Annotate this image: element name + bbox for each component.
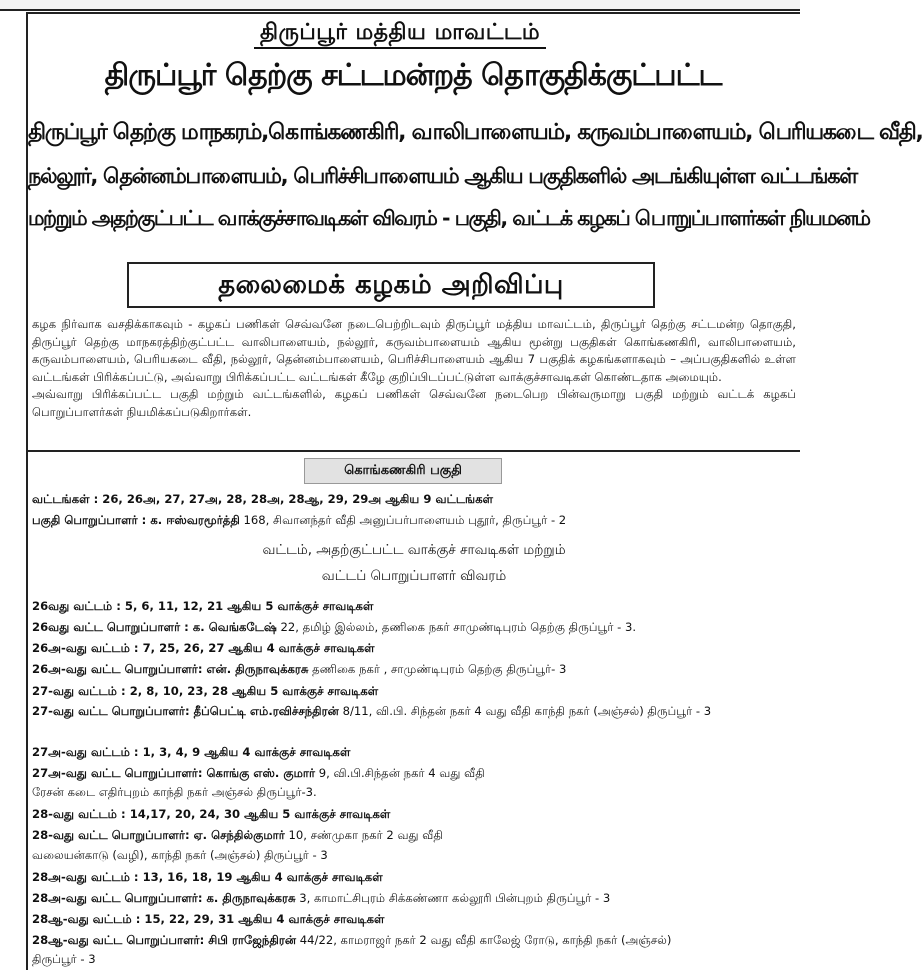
announcement-title: தலைமைக் கழகம் அறிவிப்பு [218, 270, 564, 300]
section-label-text: கொங்கணகிரி பகுதி [344, 463, 462, 478]
previous-article-edge [0, 0, 800, 11]
ward-booths [32, 805, 796, 823]
ward-incharge-address: தணிகை நகர் , சாமுண்டிபுரம் தெற்கு திருப்பூர்- 3 [308, 662, 567, 676]
ward-incharge [32, 764, 796, 782]
ward-incharge-name: 26வது வட்ட பொறுப்பாளர் : க. வெங்கடேஷ் [32, 620, 277, 634]
ward-incharge-address: 44/22, காமராஜர் நகர் 2 வது வீதி காலேஜ் ரோடு, காந்தி நகர் (அஞ்சல்) [296, 933, 672, 947]
ward-incharge [32, 889, 796, 907]
intro-paragraph-2: அவ்வாறு பிரிக்கப்பட்ட பகுதி மற்றும் வட்டங்களில், கழகப் பணிகள் செவ்வனே நடைபெற பின்வருமாறு பகுதி மற்றும் வட்டக் கழகப் பொறுப்பாளர்கள் நியமிக்கப்படுகிறார்கள். [32, 387, 796, 419]
subheading-2: வட்டப் பொறுப்பாளர் விவரம் [321, 568, 507, 584]
district-heading [0, 20, 800, 48]
ward-incharge [32, 931, 796, 949]
ward-booths-text: 26வது வட்டம் : 5, 6, 11, 12, 21 ஆகிய 5 வாக்குச் சாவடிகள் [32, 599, 374, 613]
ward-booths-text: 26அ-வது வட்டம் : 7, 25, 26, 27 ஆகிய 4 வாக்குச் சாவடிகள் [32, 641, 375, 655]
ward-booths [32, 868, 796, 886]
ward-incharge-name: 28-வது வட்ட பொறுப்பாளர்: ஏ. செந்தில்குமார் [32, 828, 285, 842]
ward-incharge-address: 3, காமாட்சிபுரம் சிக்கண்ணா கல்லூரி பின்புறம் திருப்பூர் - 3 [295, 891, 611, 905]
title-line-3: நல்லூர், தென்னம்பாளையம், பெரிச்சிபாளையம் ஆகிய பகுதிகளில் அடங்கியுள்ள வட்டங்கள் [28, 164, 857, 188]
ward-incharge-address-2: திருப்பூர் - 3 [32, 952, 96, 966]
wards-list-text: வட்டங்கள் : 26, 26அ, 27, 27அ, 28, 28அ, 28ஆ, 29, 29அ ஆகிய 9 வட்டங்கள் [32, 492, 494, 506]
ward-booths-text: 28அ-வது வட்டம் : 13, 16, 18, 19 ஆகிய 4 வாக்குச் சாவடிகள் [32, 870, 383, 884]
section-divider [28, 450, 800, 452]
ward-booths [32, 639, 796, 657]
section-incharge-name: பகுதி பொறுப்பாளர் : க. ஈஸ்வரமூர்த்தி [32, 513, 240, 527]
constituency-title: திருப்பூர் தெற்கு சட்டமன்றத் தொகுதிக்குட்பட்ட [104, 58, 722, 93]
ward-booths [32, 682, 796, 700]
subheading-1: வட்டம், அதற்குட்பட்ட வாக்குச் சாவடிகள் மற்றும் [262, 542, 566, 558]
ward-incharge [32, 618, 796, 636]
title-line-4: மற்றும் அதற்குட்பட்ட வாக்குச்சாவடிகள் விவரம் - பகுதி, வட்டக் கழகப் பொறுப்பாளர்கள் நியமனம் [28, 206, 870, 230]
ward-incharge [32, 703, 796, 720]
ward-incharge [32, 660, 796, 678]
intro-text [32, 316, 796, 422]
ward-booths-text: 27அ-வது வட்டம் : 1, 3, 4, 9 ஆகிய 4 வாக்குச் சாவடிகள் [32, 745, 351, 759]
intro-paragraph-1: கழக நிர்வாக வசதிக்காகவும் - கழகப் பணிகள் செவ்வனே நடைபெற்றிடவும் திருப்பூர் மத்திய மாவட்டம், திருப்பூர் தெற்கு சட்டமன்ற தொகுதி, திருப்பூர் தெற்கு மாநகரத்திற்குட்பட்ட வாலிபாளையம், நல்லூர், கருவம்பாளையம் ஆகிய மூன்று பகுதிகள் கொங்கணகிரி, வாலிபாளையம், கருவம்பாளையம், பெரியகடை வீதி, நல்லூர், தென்னம்பாளையம், பெரிச்சிபாளையம் ஆகிய 7 பகுதிக் கழகங்களாகவும் – அப்பகுதிகளில் உள்ள வட்டங்கள் பிரிக்கப்பட்டு, அவ்வாறு பிரிக்கப்பட்ட வட்டங்கள் கீழே குறிப்பிடப்பட்டுள்ள வாக்குச்சாவடிகள் கொண்டதாக அமையும். [32, 317, 796, 384]
ward-booths-text: 28ஆ-வது வட்டம் : 15, 22, 29, 31 ஆகிய 4 வாக்குச் சாவடிகள் [32, 912, 385, 926]
ward-incharge-name: 27அ-வது வட்ட பொறுப்பாளர்: கொங்கு எஸ். குமார் [32, 766, 316, 780]
district-title: திருப்பூர் மத்திய மாவட்டம் [254, 20, 546, 49]
ward-incharge-name: 28அ-வது வட்ட பொறுப்பாளர்: க. திருநாவுக்கரசு [32, 891, 296, 905]
ward-incharge-address: 10, சண்முகா நகர் 2 வது வீதி [284, 828, 443, 842]
wards-list [32, 490, 796, 508]
ward-incharge-address-2: ரேசன் கடை எதிர்புறம் காந்தி நகர் அஞ்சல் திருப்பூர்-3. [32, 785, 317, 799]
ward-booths-text: 27-வது வட்டம் : 2, 8, 10, 23, 28 ஆகிய 5 வாக்குச் சாவடிகள் [32, 684, 379, 698]
ward-booths [32, 597, 796, 615]
section-label [304, 458, 502, 484]
ward-incharge-address: 9, வி.பி.சிந்தன் நகர் 4 வது வீதி [315, 766, 485, 780]
ward-incharge [32, 826, 796, 844]
section-incharge [32, 511, 796, 529]
section-incharge-address: 168, சிவானந்தர் வீதி அனுப்பர்பாளையம் புதூர், திருப்பூர் - 2 [239, 513, 567, 527]
ward-booths-text: 28-வது வட்டம் : 14,17, 20, 24, 30 ஆகிய 5 வாக்குச் சாவடிகள் [32, 807, 391, 821]
ward-incharge-address: 8/11, வி.பி. சிந்தன் நகர் 4 வது வீதி காந்தி நகர் (அஞ்சல்) திருப்பூர் - 3 [338, 704, 712, 718]
announcement-box [127, 262, 655, 308]
ward-booths [32, 743, 796, 761]
ward-incharge-address-2: வலையன்காடு (வழி), காந்தி நகர் (அஞ்சல்) திருப்பூர் - 3 [32, 848, 328, 862]
ward-incharge-address: 22, தமிழ் இல்லம், தணிகை நகர் சாமுண்டிபுரம் தெற்கு திருப்பூர் - 3. [276, 620, 637, 634]
ward-incharge-name: 28ஆ-வது வட்ட பொறுப்பாளர்: சிபி ராஜேந்திரன் [32, 933, 297, 947]
ward-incharge-name: 26அ-வது வட்ட பொறுப்பாளர்: என். திருநாவுக்கரசு [32, 662, 309, 676]
ward-incharge-name: 27-வது வட்ட பொறுப்பாளர்: தீப்பெட்டி எம்.ரவிச்சந்திரன் [32, 704, 339, 718]
title-line-2: திருப்பூர் தெற்கு மாநகரம்,கொங்கணகிரி, வாலிபாளையம், கருவம்பாளையம், பெரியகடை வீதி, [28, 120, 923, 145]
ward-booths [32, 910, 796, 928]
